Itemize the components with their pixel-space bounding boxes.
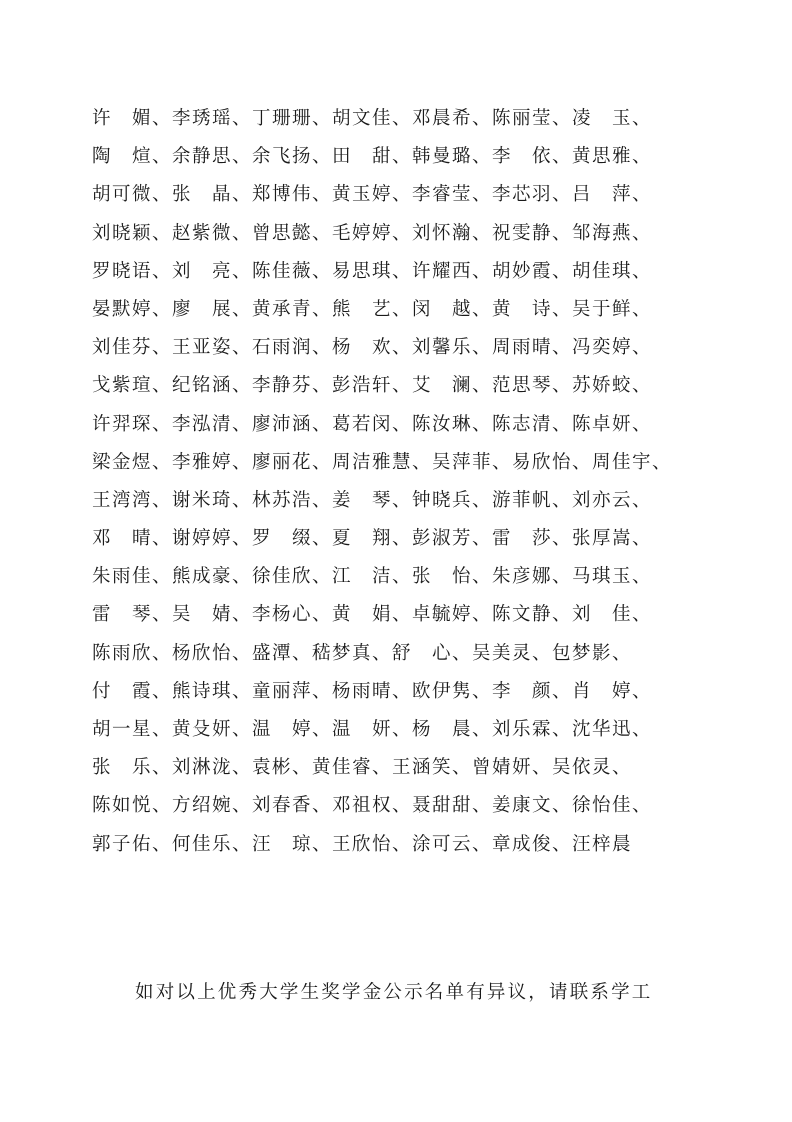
name-line: 许羿琛、李泓清、廖沛涵、葛若闵、陈汝琳、陈志清、陈卓妍、 bbox=[92, 413, 653, 435]
name-line: 戈紫瑄、纪铭涵、李静芬、彭浩轩、艾 澜、范思琴、苏娇蛟、 bbox=[92, 375, 653, 397]
name-line: 刘晓颖、赵紫微、曾思懿、毛婷婷、刘怀瀚、祝雯静、邹海燕、 bbox=[92, 222, 653, 244]
name-line: 陈雨欣、杨欣怡、盛潭、嵇梦真、舒 心、吴美灵、包梦影、 bbox=[92, 642, 633, 664]
objection-note: 如对以上优秀大学生奖学金公示名单有异议，请联系学工 bbox=[135, 982, 653, 1003]
name-line: 付 霞、熊诗琪、童丽萍、杨雨晴、欧伊隽、李 颜、肖 婷、 bbox=[92, 680, 653, 702]
name-line: 晏默婷、廖 展、黄承青、熊 艺、闵 越、黄 诗、吴于鲜、 bbox=[92, 298, 653, 320]
name-line: 张 乐、刘淋泷、袁彬、黄佳睿、王涵笑、曾婧妍、吴依灵、 bbox=[92, 757, 633, 779]
name-line: 郭子佑、何佳乐、汪 琼、王欣怡、涂可云、章成俊、汪梓晨 bbox=[92, 833, 633, 855]
name-line: 梁金煜、李雅婷、廖丽花、周洁雅慧、吴萍菲、易欣怡、周佳宇、 bbox=[92, 451, 673, 473]
name-line: 雷 琴、吴 婧、李杨心、黄 娟、卓毓婷、陈文静、刘 佳、 bbox=[92, 604, 653, 626]
name-line: 胡一星、黄殳妍、温 婷、温 妍、杨 晨、刘乐霖、沈华迅、 bbox=[92, 719, 653, 740]
name-line: 许 媚、李琇瑶、丁珊珊、胡文佳、邓晨希、陈丽莹、凌 玉、 bbox=[92, 108, 653, 129]
name-line: 王湾湾、谢米琦、林苏浩、姜 琴、钟晓兵、游菲帆、刘亦云、 bbox=[92, 489, 653, 511]
name-line: 陶 煊、余静思、余飞扬、田 甜、韩曼璐、李 依、黄思雅、 bbox=[92, 146, 653, 168]
name-line: 刘佳芬、王亚姿、石雨润、杨 欢、刘馨乐、周雨晴、冯奕婷、 bbox=[92, 337, 653, 359]
name-line: 邓 晴、谢婷婷、罗 缀、夏 翔、彭淑芳、雷 莎、张厚嵩、 bbox=[92, 528, 653, 550]
name-line: 朱雨佳、熊成豪、徐佳欣、江 洁、张 怡、朱彦娜、马琪玉、 bbox=[92, 566, 653, 588]
name-line: 胡可微、张 晶、郑博伟、黄玉婷、李睿莹、李芯羽、吕 萍、 bbox=[92, 184, 653, 206]
name-line: 罗晓语、刘 亮、陈佳薇、易思琪、许耀西、胡妙霞、胡佳琪、 bbox=[92, 260, 653, 282]
name-line: 陈如悦、方绍婉、刘春香、邓祖权、聂甜甜、姜康文、徐怡佳、 bbox=[92, 795, 653, 817]
name-list bbox=[92, 100, 682, 864]
